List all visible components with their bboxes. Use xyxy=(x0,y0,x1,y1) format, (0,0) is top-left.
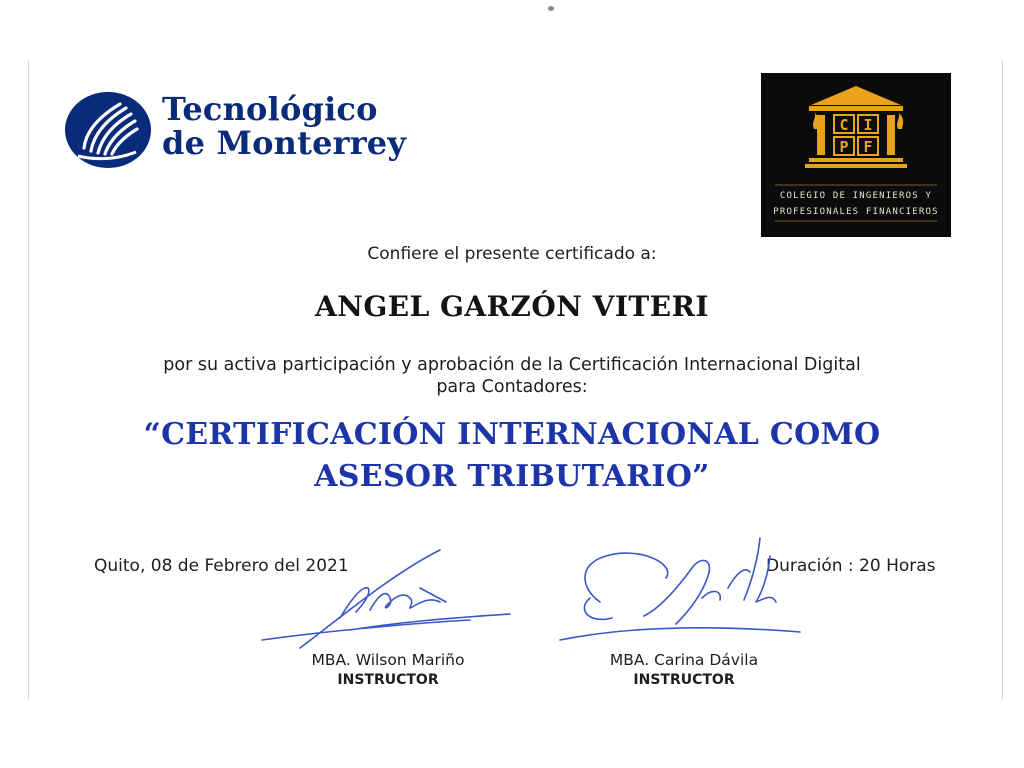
participation-line1: por su activa participación y aprobación de la Certificación Internacional Digital xyxy=(163,355,861,375)
signer-1 xyxy=(268,650,508,690)
certificate-intro: Confiere el presente certificado a: xyxy=(367,244,657,264)
institution-name-line2: de Monterrey xyxy=(162,124,407,162)
signer-2 xyxy=(564,650,804,690)
emblem-letter-i: I xyxy=(863,116,873,134)
certificate-title xyxy=(0,414,1024,498)
emblem-letter-f: F xyxy=(863,138,873,156)
title-line2: ASESOR TRIBUTARIO” xyxy=(314,459,710,494)
partner-caption-line1: COLEGIO DE INGENIEROS Y xyxy=(779,191,933,201)
title-line1: “CERTIFICACIÓN INTERNACIONAL COMO xyxy=(143,417,881,452)
flame-emblem-icon xyxy=(64,90,152,170)
emblem-letter-c: C xyxy=(839,116,849,134)
signature-1 xyxy=(262,550,510,648)
signer-2-role: INSTRUCTOR xyxy=(633,672,735,688)
institution-wordmark xyxy=(162,92,406,160)
institution-logo xyxy=(64,88,407,172)
signatures xyxy=(0,528,1024,678)
scan-speck xyxy=(548,6,554,11)
partner-caption-line2: PROFESIONALES FINANCIEROS xyxy=(773,207,939,217)
recipient-name: ANGEL GARZÓN VITERI xyxy=(315,290,709,323)
signature-2 xyxy=(560,538,800,640)
signer-1-name: MBA. Wilson Mariño xyxy=(311,651,465,669)
duration: Duración : 20 Horas xyxy=(766,556,936,576)
participation-text xyxy=(0,354,1024,398)
emblem-letter-p: P xyxy=(839,138,849,156)
signer-1-role: INSTRUCTOR xyxy=(337,672,439,688)
signer-2-name: MBA. Carina Dávila xyxy=(609,651,759,669)
partner-logo xyxy=(761,73,951,237)
institution-name-line1: Tecnológico xyxy=(162,90,378,128)
place-date: Quito, 08 de Febrero del 2021 xyxy=(94,556,349,576)
participation-line2: para Contadores: xyxy=(436,377,588,397)
